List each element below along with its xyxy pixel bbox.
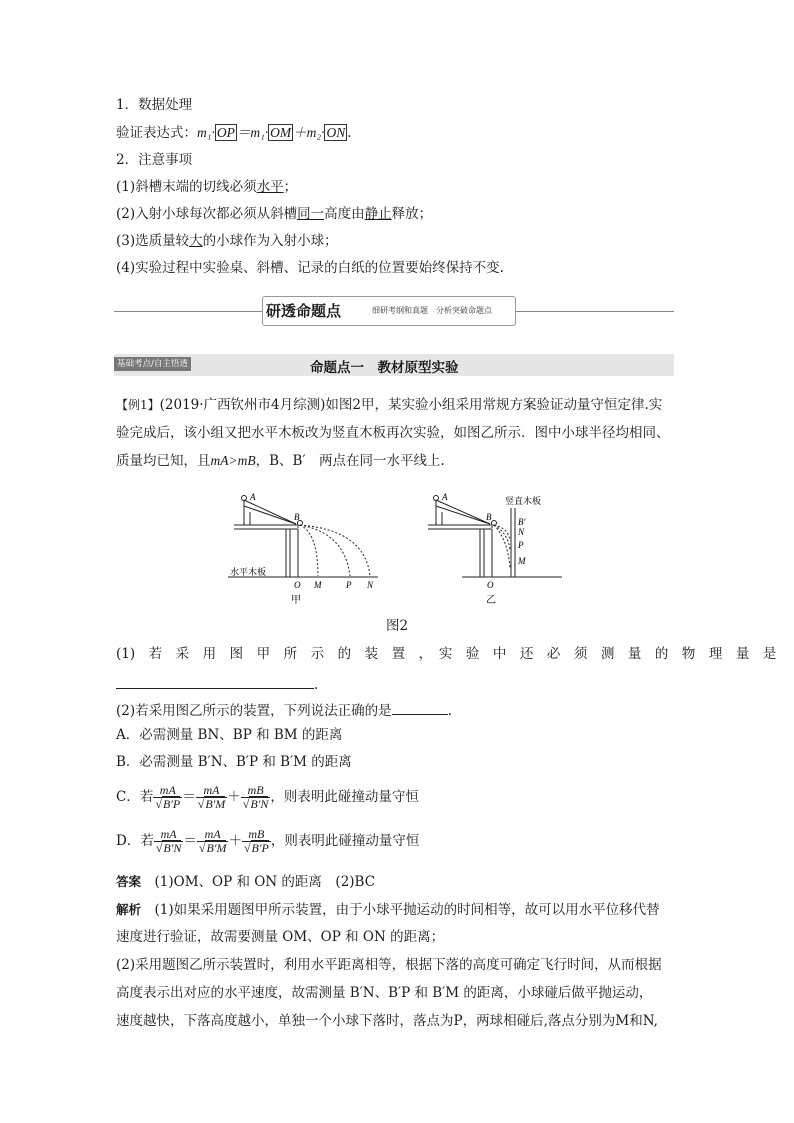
analysis-line-2: 速度进行验证，故需要测量 OM、OP 和 ON 的距离； bbox=[116, 929, 445, 945]
topic-tag: 基础考点/自主悟透 bbox=[114, 357, 191, 371]
question-1-blank bbox=[116, 674, 318, 694]
answer-label: 答案 bbox=[116, 874, 142, 889]
example-line-1 bbox=[116, 396, 662, 414]
label-m-right: M bbox=[518, 556, 526, 566]
note-underline: 大 bbox=[189, 233, 203, 249]
analysis-line-3: (2)采用题图乙所示装置时，利用水平距离相等，根据下落的高度可确定飞行时间，从而根据 bbox=[116, 957, 662, 973]
option-a: A．必需测量 BN、BP 和 BM 的距离 bbox=[116, 727, 343, 743]
label-a-left: A bbox=[250, 492, 256, 502]
figure-name-yi: 乙 bbox=[486, 595, 496, 606]
frac-num: mB bbox=[241, 784, 271, 798]
option-c: C．若 $\frac{mA}{√B'P}$ ＝ $\frac{mA}{√B'M}$ ＋ $\frac{mB}{√B'N}$ ，则表明此碰撞动量守恒 bbox=[116, 783, 419, 811]
vector-on: ON bbox=[326, 125, 346, 140]
option-c-label: C．若 bbox=[116, 789, 154, 805]
frac-num: mA bbox=[197, 828, 229, 842]
option-b: B．必需测量 B′N、B′P 和 B′M 的距离 bbox=[116, 754, 352, 770]
frac-num: mA bbox=[154, 828, 184, 842]
frac-num: mA bbox=[196, 784, 228, 798]
label-board-right: 竖直木板 bbox=[505, 497, 542, 507]
label-b-left: B bbox=[294, 512, 300, 522]
formula-period: . bbox=[347, 125, 352, 141]
option-d-text: ，则表明此碰撞动量守恒 bbox=[270, 833, 420, 849]
eq-term: ＝m₁· bbox=[236, 125, 269, 140]
label-p-left: P bbox=[346, 580, 352, 590]
note-underline: 同一 bbox=[297, 206, 325, 222]
question-2-text: (2)若采用图乙所示的装置，下列说法正确的是 bbox=[116, 703, 392, 719]
mass-condition: mA>mB bbox=[210, 453, 256, 468]
answer-blank-2 bbox=[392, 700, 448, 715]
banner-title: 研透命题点 bbox=[266, 302, 342, 320]
example-line-2: 验完成后，该小组又把水平木板改为竖直木板再次实验，如图乙所示．图中小球半径均相同、 bbox=[116, 425, 670, 441]
frac-den: B′N bbox=[250, 797, 269, 811]
frac-den: B′N bbox=[163, 841, 182, 855]
option-d: D．若 $\frac{mA}{√B'N}$ ＝ $\frac{mA}{√B'M}$ ＋ $\frac{mB}{√B'P}$ ，则表明此碰撞动量守恒 bbox=[116, 827, 420, 855]
figure-yi bbox=[428, 496, 562, 578]
label-n-right: N bbox=[518, 527, 525, 537]
analysis-line-4: 高度表示出对应的水平速度，故需测量 B′N、B′P 和 B′M 的距离，小球碰后做平抛运动， bbox=[116, 985, 653, 1001]
note-text: 高度由 bbox=[324, 206, 365, 222]
fraction: $\frac{mA}{√B'P}$ bbox=[155, 783, 181, 811]
banner-subtitle: 细研考纲和真题 分析突破命题点 bbox=[372, 306, 492, 315]
fraction: $\frac{mA}{√B'M}$ bbox=[198, 827, 227, 855]
analysis-label: 解析 bbox=[116, 902, 142, 917]
frac-den: B′P bbox=[162, 797, 181, 811]
fraction: $\frac{mB}{√B'N}$ bbox=[242, 783, 269, 811]
formula-prefix: 验证表达式： bbox=[116, 125, 197, 141]
experiment-figure bbox=[0, 488, 794, 638]
note-item-3 bbox=[116, 232, 338, 250]
label-b-right: B bbox=[486, 512, 492, 522]
plus-term: ＋m₂· bbox=[293, 125, 325, 140]
note-text: 释放； bbox=[391, 206, 433, 222]
option-c-text: ，则表明此碰撞动量守恒 bbox=[270, 789, 419, 805]
question-1: (1) 若 采 用 图 甲 所 示 的 装 置 ， 实 验 中 还 必 须 测 量 的 物 理 量 是 bbox=[116, 646, 777, 662]
note-underline: 水平 bbox=[256, 179, 284, 195]
analysis-text: (1)如果采用题图甲所示装置，由于小球平抛运动的时间相等，故可以用水平位移代替 bbox=[154, 902, 660, 918]
example-label: 【例1】 bbox=[116, 398, 160, 412]
note-underline: 静止 bbox=[364, 206, 392, 222]
example-text: (2019·广西钦州市4月综测)如图2甲，某实验小组采用常规方案验证动量守恒定律.实 bbox=[159, 397, 663, 413]
blank-end: . bbox=[447, 703, 452, 719]
example-line-3 bbox=[116, 452, 445, 470]
figure-caption: 图2 bbox=[386, 618, 409, 634]
note-text: (2)入射小球每次都必须从斜槽 bbox=[116, 206, 298, 222]
note-item-4: (4)实验过程中实验桌、斜槽、记录的白纸的位置要始终保持不变. bbox=[116, 260, 504, 276]
answer-text: (1)OM、OP 和 ON 的距离 (2)BC bbox=[154, 874, 376, 890]
frac-num: mB bbox=[242, 828, 271, 842]
note-text: 的小球作为入射小球； bbox=[202, 233, 338, 249]
label-p-right: P bbox=[518, 540, 524, 550]
label-board-left: 水平木板 bbox=[230, 568, 267, 578]
label-a-right: A bbox=[442, 492, 448, 502]
vector-op: OP bbox=[216, 125, 235, 140]
vector-om: OM bbox=[270, 125, 292, 140]
answer-line bbox=[116, 873, 375, 891]
note-text: (3)选质量较 bbox=[116, 233, 190, 249]
frac-num: mA bbox=[153, 784, 182, 798]
frac-den: B′M bbox=[205, 797, 226, 811]
analysis-line-1 bbox=[116, 901, 660, 919]
example-text: 质量均已知，且 bbox=[116, 453, 211, 469]
label-o-left: O bbox=[294, 580, 301, 590]
frac-den: B′P bbox=[251, 841, 269, 855]
label-m-left: M bbox=[314, 580, 322, 590]
section2-heading: 2．注意事项 bbox=[116, 152, 193, 168]
fraction: $\frac{mA}{√B'N}$ bbox=[155, 827, 182, 855]
section1-heading: 1．数据处理 bbox=[116, 97, 193, 113]
figure-name-jia: 甲 bbox=[291, 595, 301, 606]
example-text: ，B、B′ 两点在同一水平线上. bbox=[255, 453, 445, 469]
answer-blank-1 bbox=[116, 674, 314, 689]
topic-bar bbox=[114, 354, 674, 376]
option-d-label: D．若 bbox=[116, 833, 154, 849]
note-text: ； bbox=[283, 179, 298, 195]
figure-jia bbox=[228, 496, 378, 578]
blank-end: . bbox=[314, 677, 319, 693]
frac-den: B′M bbox=[206, 841, 227, 855]
fraction: $\frac{mB}{√B'P}$ bbox=[243, 827, 269, 855]
question-2 bbox=[116, 700, 452, 720]
m1-term: m₁· bbox=[197, 125, 215, 140]
label-bp-right: B′ bbox=[518, 517, 526, 527]
banner bbox=[114, 296, 674, 326]
note-item-2 bbox=[116, 205, 432, 223]
fraction: $\frac{mA}{√B'M}$ bbox=[197, 783, 226, 811]
label-o-right: O bbox=[487, 580, 494, 590]
analysis-line-5: 速度越快，下落高度越小，单独一个小球下落时，落点为P，两球相碰后,落点分别为M和N, bbox=[116, 1013, 658, 1029]
topic-title: 命题点一 教材原型实验 bbox=[310, 360, 459, 376]
label-n-left: N bbox=[367, 580, 374, 590]
formula-line bbox=[116, 124, 352, 142]
note-item-1 bbox=[116, 178, 297, 196]
note-text: (1)斜槽末端的切线必须 bbox=[116, 179, 257, 195]
